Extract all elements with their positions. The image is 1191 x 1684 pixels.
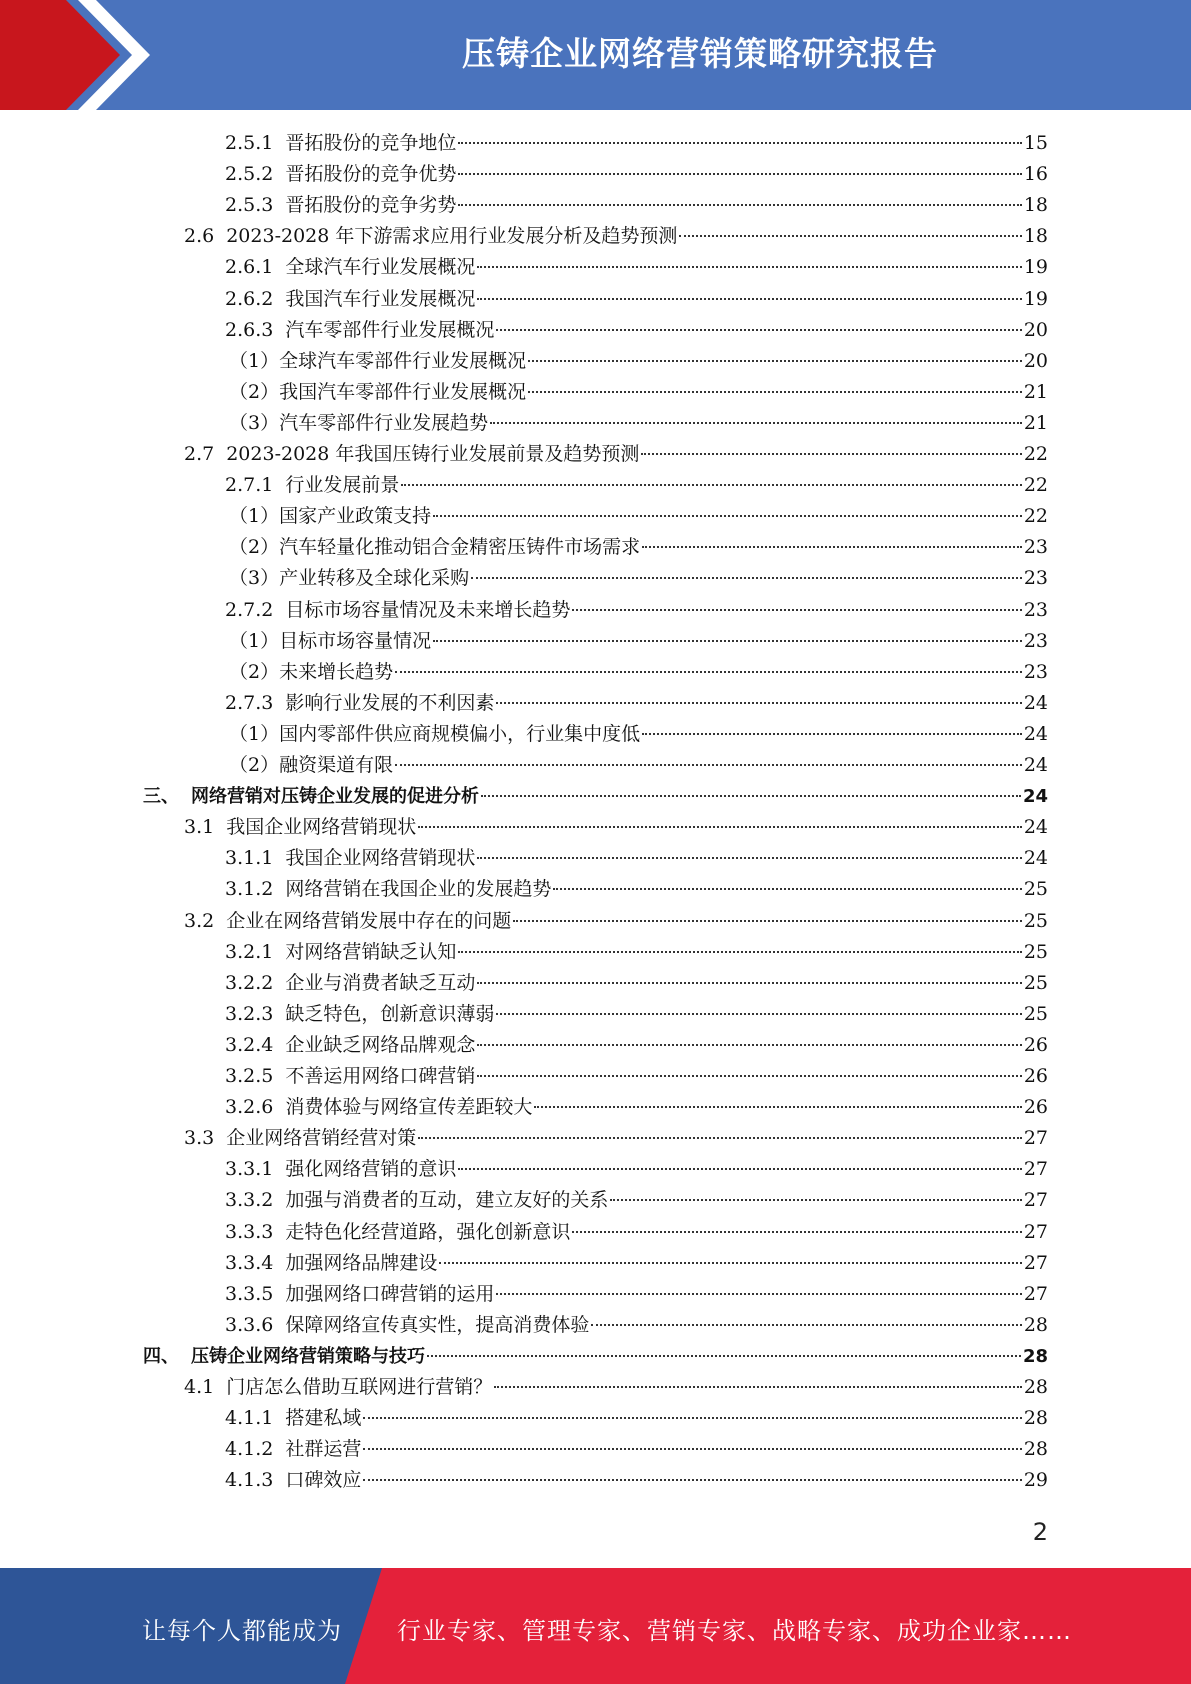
toc-entry-number: 3.1.1: [225, 847, 274, 870]
toc-entry[interactable]: [225, 1279, 1048, 1310]
toc-entry-title: 晋拓股份的竞争地位: [285, 132, 457, 154]
toc-entry[interactable]: [225, 128, 1048, 159]
toc-entry-title: 未来增长趋势: [279, 660, 394, 683]
toc-entry-number: （1）: [229, 505, 280, 528]
toc-entry-number: （1）: [229, 349, 280, 372]
toc-dot-leader: [363, 1417, 1021, 1419]
toc-entry-page: 26: [1023, 1065, 1048, 1087]
toc-entry-title: 对网络营销缺乏认知: [285, 940, 457, 963]
toc-entry-number: 3.1: [184, 816, 215, 839]
toc-entry-page: 28: [1023, 1407, 1048, 1430]
toc-entry-number: 3.3.2: [225, 1189, 274, 1212]
toc-entry-number: 3.2.3: [225, 1002, 274, 1025]
toc-entry[interactable]: [229, 377, 1048, 408]
toc-entry-number: 3.2: [184, 909, 215, 932]
toc-entry-title: 企业缺乏网络品牌观念: [285, 1033, 476, 1056]
toc-dot-leader: [494, 1386, 1022, 1388]
toc-entry-page: 22: [1023, 505, 1048, 528]
toc-entry-title: 2023-2028 年下游需求应用行业发展分析及趋势预测: [226, 225, 678, 248]
toc-entry-number: 2.6.3: [225, 318, 274, 341]
toc-entry[interactable]: [225, 159, 1048, 190]
toc-entry[interactable]: [225, 1465, 1048, 1496]
toc-dot-leader: [418, 826, 1022, 828]
toc-entry-number: 3.3.1: [225, 1158, 274, 1181]
toc-entry-page: 27: [1023, 1189, 1048, 1212]
toc-entry[interactable]: [225, 968, 1048, 999]
toc-dot-leader: [477, 1075, 1021, 1077]
toc-entry-page: 29: [1023, 1469, 1048, 1492]
toc-entry-number: 2.6: [184, 225, 215, 248]
toc-entry-title: 我国汽车零部件行业发展概况: [279, 380, 527, 403]
toc-entry[interactable]: [229, 719, 1048, 750]
toc-dot-leader: [458, 173, 1021, 175]
toc-dot-leader: [458, 204, 1021, 206]
toc-entry-page: 23: [1023, 598, 1048, 621]
toc-entry-page: 27: [1023, 1282, 1048, 1305]
toc-entry-title: 目标市场容量情况: [279, 629, 432, 652]
toc-entry-number: 4.1: [184, 1376, 215, 1398]
toc-entry-title: 汽车轻量化推动铝合金精密压铸件市场需求: [279, 536, 641, 559]
toc-entry-page: 22: [1023, 474, 1048, 497]
toc-entry-title: 我国汽车行业发展概况: [285, 287, 476, 310]
toc-dot-leader: [427, 1355, 1021, 1357]
toc-dot-leader: [496, 1293, 1021, 1295]
toc-dot-leader: [395, 671, 1022, 673]
toc-entry[interactable]: [225, 1217, 1048, 1248]
toc-entry-page: 24: [1022, 786, 1048, 808]
toc-entry-number: 2.6.2: [225, 287, 274, 310]
toc-entry-title: 门店怎么借助互联网进行营销？: [226, 1376, 493, 1398]
toc-entry-page: 25: [1023, 971, 1048, 994]
toc-entry[interactable]: [225, 1185, 1048, 1216]
toc-entry-page: 28: [1023, 1438, 1048, 1461]
toc-entry-title: 强化网络营销的意识: [285, 1158, 457, 1181]
toc-entry-title: 保障网络宣传真实性，提高消费体验: [285, 1313, 590, 1336]
toc-entry-title: 企业与消费者缺乏互动: [285, 971, 476, 994]
toc-entry[interactable]: [225, 1310, 1048, 1341]
toc-entry-page: 20: [1023, 349, 1048, 372]
toc-entry[interactable]: [184, 1123, 1048, 1154]
footer-slogan-left: 让每个人都能成为: [142, 1617, 342, 1645]
toc-entry-title: 企业网络营销经营对策: [226, 1127, 417, 1150]
toc-entry[interactable]: [225, 874, 1048, 905]
toc-dot-leader: [433, 515, 1022, 517]
toc-dot-leader: [439, 1262, 1021, 1264]
toc-entry-page: 24: [1023, 722, 1048, 745]
toc-entry-number: （1）: [229, 722, 280, 745]
toc-dot-leader: [458, 142, 1021, 144]
toc-entry[interactable]: [184, 221, 1048, 252]
toc-dot-leader: [401, 484, 1021, 486]
toc-entry-page: 28: [1023, 1313, 1048, 1336]
header-banner: [0, 0, 1191, 110]
toc-entry-title: 晋拓股份的竞争劣势: [285, 194, 457, 217]
toc-entry-number: 3.2.4: [225, 1033, 274, 1056]
toc-entry-title: 2023-2028 年我国压铸行业发展前景及趋势预测: [226, 443, 640, 465]
toc-entry[interactable]: [229, 626, 1048, 657]
toc-dot-leader: [418, 1137, 1022, 1139]
toc-entry-title: 全球汽车行业发展概况: [285, 256, 476, 279]
footer-banner: [0, 1568, 1191, 1684]
toc-entry[interactable]: [225, 1154, 1048, 1185]
toc-entry[interactable]: [225, 1092, 1048, 1123]
toc-entry-page: 18: [1023, 194, 1048, 217]
toc-entry-number: 2.7.3: [225, 691, 274, 714]
toc-dot-leader: [458, 951, 1021, 953]
toc-entry[interactable]: [225, 937, 1048, 968]
toc-entry[interactable]: [225, 190, 1048, 221]
toc-entry-page: 26: [1023, 1033, 1048, 1056]
toc-entry-page: 24: [1023, 816, 1048, 839]
toc-entry-page: 27: [1023, 1127, 1048, 1150]
toc-entry[interactable]: [229, 501, 1048, 532]
toc-entry-number: 3.3.3: [225, 1220, 274, 1243]
toc-dot-leader: [458, 1168, 1021, 1170]
toc-entry-number: （3）: [229, 567, 280, 590]
toc-entry-title: 目标市场容量情况及未来增长趋势: [285, 598, 571, 621]
toc-entry-number: 4.1.2: [225, 1438, 274, 1461]
toc-entry-number: 3.3.4: [225, 1251, 274, 1274]
toc-entry[interactable]: [184, 812, 1048, 843]
toc-entry-number: 2.6.1: [225, 256, 274, 279]
toc-entry-number: 4.1.1: [225, 1407, 274, 1430]
toc-dot-leader: [679, 235, 1021, 237]
toc-dot-leader: [481, 795, 1021, 797]
toc-dot-leader: [496, 1013, 1021, 1015]
toc-entry[interactable]: [184, 906, 1048, 937]
toc-entry-title: 加强与消费者的互动，建立友好的关系: [285, 1189, 609, 1212]
toc-entry-number: （3）: [229, 411, 280, 434]
footer-slogan-right: 行业专家、管理专家、营销专家、战略专家、成功企业家……: [397, 1617, 1072, 1645]
toc-entry[interactable]: [225, 1030, 1048, 1061]
toc-dot-leader: [553, 888, 1021, 890]
toc-entry-page: 16: [1023, 163, 1048, 186]
toc-entry-title: 汽车零部件行业发展概况: [285, 318, 495, 341]
toc-entry-title: 我国企业网络营销现状: [226, 816, 417, 839]
toc-entry-number: 3.3: [184, 1127, 215, 1150]
toc-dot-leader: [477, 982, 1021, 984]
toc-dot-leader: [395, 764, 1022, 766]
toc-entry-page: 21: [1023, 380, 1048, 403]
toc-entry-number: 3.1.2: [225, 878, 274, 901]
toc-entry[interactable]: [225, 315, 1048, 346]
toc-dot-leader: [528, 360, 1022, 362]
toc-dot-leader: [363, 1479, 1021, 1481]
toc-entry-number: 3.2.2: [225, 971, 274, 994]
toc-entry[interactable]: [229, 532, 1048, 563]
toc-entry[interactable]: [225, 595, 1048, 626]
toc-entry-page: 25: [1023, 1002, 1048, 1025]
toc-entry-page: 27: [1023, 1158, 1048, 1181]
toc-entry-number: 3.2.5: [225, 1065, 274, 1087]
toc-entry[interactable]: [225, 284, 1048, 315]
toc-entry-number: 2.5.1: [225, 132, 274, 154]
toc-entry-page: 22: [1023, 443, 1048, 465]
toc-entry-title: 消费体验与网络宣传差距较大: [285, 1096, 533, 1119]
toc-entry-title: 国内零部件供应商规模偏小，行业集中度低: [279, 722, 641, 745]
toc-entry-page: 19: [1023, 287, 1048, 310]
page-number: 2: [1032, 1518, 1048, 1546]
toc-entry-page: 25: [1023, 940, 1048, 963]
toc-entry[interactable]: [143, 781, 1048, 812]
toc-dot-leader: [477, 857, 1021, 859]
toc-entry-title: 搭建私域: [285, 1407, 362, 1430]
toc-entry[interactable]: [225, 1248, 1048, 1279]
toc-dot-leader: [610, 1199, 1021, 1201]
toc-entry-number: 4.1.3: [225, 1469, 274, 1492]
toc-entry-number: （2）: [229, 536, 280, 559]
toc-dot-leader: [490, 422, 1022, 424]
toc-entry-number: 四、: [143, 1345, 179, 1367]
toc-entry[interactable]: [225, 1061, 1048, 1092]
toc-dot-leader: [496, 329, 1021, 331]
toc-dot-leader: [591, 1324, 1021, 1326]
toc-entry-number: （1）: [229, 629, 280, 652]
header-arrow-decoration: [0, 0, 160, 110]
toc-entry[interactable]: [225, 1434, 1048, 1465]
toc-entry[interactable]: [225, 1403, 1048, 1434]
toc-entry-title: 网络营销在我国企业的发展趋势: [285, 878, 552, 901]
toc-entry[interactable]: [229, 657, 1048, 688]
toc-entry-title: 晋拓股份的竞争优势: [285, 163, 457, 186]
toc-entry-page: 28: [1023, 1376, 1048, 1398]
toc-entry-title: 行业发展前景: [285, 474, 400, 497]
toc-dot-leader: [572, 1231, 1021, 1233]
toc-dot-leader: [534, 1106, 1021, 1108]
toc-entry[interactable]: [225, 252, 1048, 283]
document-title: 压铸企业网络营销策略研究报告: [462, 34, 938, 73]
toc-entry-title: 压铸企业网络营销策略与技巧: [191, 1345, 425, 1367]
toc-entry-title: 国家产业政策支持: [279, 505, 432, 528]
toc-entry-page: 28: [1022, 1345, 1048, 1367]
toc-entry-number: （2）: [229, 754, 280, 776]
toc-entry[interactable]: [229, 408, 1048, 439]
toc-entry-page: 24: [1023, 691, 1048, 714]
toc-entry-number: （2）: [229, 660, 280, 683]
toc-entry-number: 3.2.1: [225, 940, 274, 963]
toc-entry-number: 2.7.1: [225, 474, 274, 497]
toc-dot-leader: [496, 702, 1021, 704]
toc-dot-leader: [513, 920, 1022, 922]
toc-entry-title: 汽车零部件行业发展趋势: [279, 411, 489, 434]
toc-entry-page: 18: [1023, 225, 1048, 248]
toc-entry[interactable]: [184, 439, 1048, 470]
toc-dot-leader: [471, 577, 1022, 579]
toc-dot-leader: [477, 298, 1021, 300]
toc-entry-title: 网络营销对压铸企业发展的促进分析: [191, 786, 479, 808]
toc-entry-page: 24: [1023, 754, 1048, 776]
toc-entry-title: 产业转移及全球化采购: [279, 567, 470, 590]
toc-entry-number: 2.7.2: [225, 598, 274, 621]
toc-entry[interactable]: [229, 346, 1048, 377]
toc-entry-page: 27: [1023, 1251, 1048, 1274]
toc-entry-number: 3.3.5: [225, 1282, 274, 1305]
toc-entry[interactable]: [143, 1341, 1048, 1372]
toc-entry-number: 3.2.6: [225, 1096, 274, 1119]
toc-entry-page: 27: [1023, 1220, 1048, 1243]
toc-entry-page: 23: [1023, 567, 1048, 590]
toc-entry-page: 15: [1023, 132, 1048, 154]
toc-dot-leader: [528, 391, 1022, 393]
toc-entry-page: 23: [1023, 660, 1048, 683]
toc-dot-leader: [477, 1044, 1021, 1046]
toc-entry-page: 24: [1023, 847, 1048, 870]
toc-entry-number: 2.5.2: [225, 163, 274, 186]
toc-entry-title: 全球汽车零部件行业发展概况: [279, 349, 527, 372]
toc-entry-number: （2）: [229, 380, 280, 403]
toc-dot-leader: [641, 453, 1021, 455]
toc-entry[interactable]: [229, 750, 1048, 781]
toc-entry-page: 21: [1023, 411, 1048, 434]
toc-dot-leader: [642, 733, 1022, 735]
toc-entry-number: 2.5.3: [225, 194, 274, 217]
toc-entry-page: 19: [1023, 256, 1048, 279]
toc-dot-leader: [477, 266, 1021, 268]
toc-entry-page: 25: [1023, 909, 1048, 932]
toc-entry-title: 缺乏特色，创新意识薄弱: [285, 1002, 495, 1025]
toc-entry-page: 25: [1023, 878, 1048, 901]
toc-entry-title: 企业在网络营销发展中存在的问题: [226, 909, 512, 932]
toc-entry-page: 20: [1023, 318, 1048, 341]
toc-entry-number: 2.7: [184, 443, 215, 465]
toc-entry[interactable]: [225, 688, 1048, 719]
toc-entry-title: 走特色化经营道路，强化创新意识: [285, 1220, 571, 1243]
toc-entry-title: 加强网络品牌建设: [285, 1251, 438, 1274]
toc-entry[interactable]: [229, 563, 1048, 594]
toc-entry-number: 3.3.6: [225, 1313, 274, 1336]
toc-entry-title: 影响行业发展的不利因素: [285, 691, 495, 714]
toc-entry-title: 加强网络口碑营销的运用: [285, 1282, 495, 1305]
toc-entry-number: 三、: [143, 786, 179, 808]
toc-entry[interactable]: [225, 843, 1048, 874]
toc-entry-title: 融资渠道有限: [279, 754, 394, 776]
toc-entry-title: 不善运用网络口碑营销: [285, 1065, 476, 1087]
toc-entry-page: 23: [1023, 536, 1048, 559]
toc-dot-leader: [642, 546, 1022, 548]
toc-entry-title: 口碑效应: [285, 1469, 362, 1492]
toc-entry[interactable]: [225, 999, 1048, 1030]
toc-entry-page: 26: [1023, 1096, 1048, 1119]
toc-entry[interactable]: [184, 1372, 1048, 1403]
toc-dot-leader: [363, 1448, 1021, 1450]
toc-entry-title: 社群运营: [285, 1438, 362, 1461]
toc-entry[interactable]: [225, 470, 1048, 501]
toc-dot-leader: [433, 640, 1022, 642]
toc-entry-page: 23: [1023, 629, 1048, 652]
toc-dot-leader: [572, 609, 1021, 611]
toc-entry-title: 我国企业网络营销现状: [285, 847, 476, 870]
